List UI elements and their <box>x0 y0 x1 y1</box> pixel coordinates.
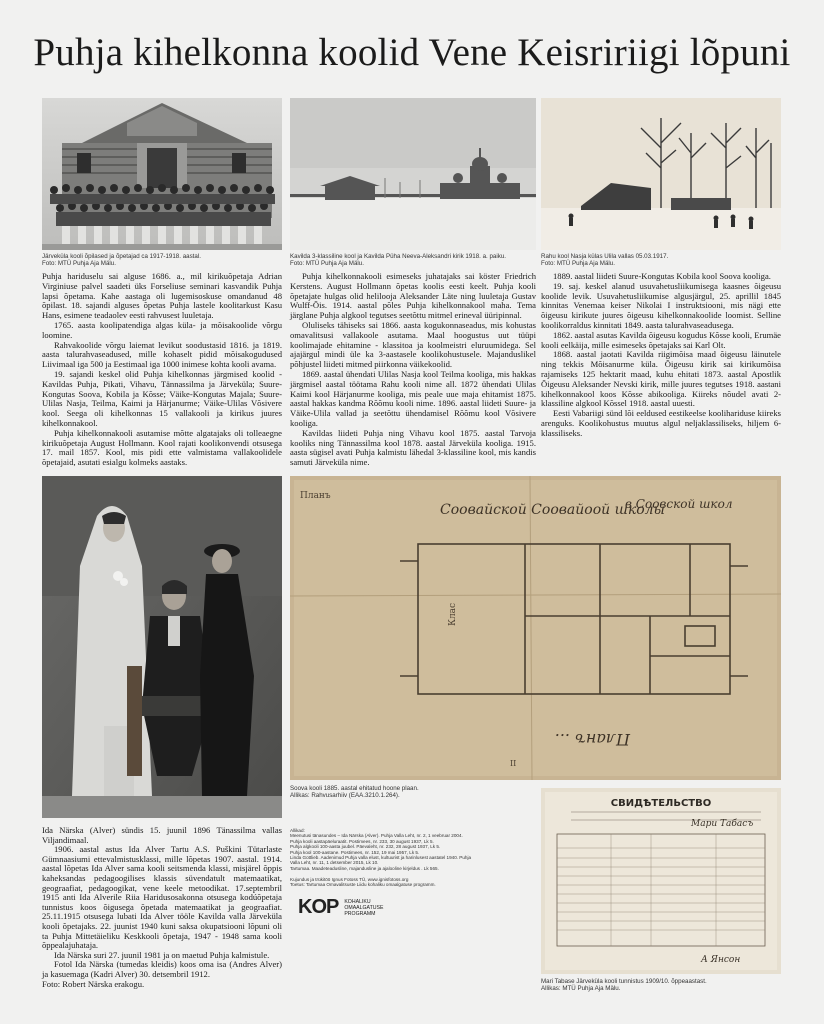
floor-plan-document <box>290 476 781 780</box>
certificate-heading: СВИДѢТЕЛЬСТВО <box>610 798 712 809</box>
kop-logo-text: KOHALIKU OMAALGATUSE PROGRAMM <box>344 898 384 917</box>
paragraph: 1868. aastal jaotati Kavilda riigimõisa maad õigeusu läinutele ning tekkis Mõisanurme küla. Õigeusu kirik sai kirikumõisa rajamiseks 125 hektarit maad, kuhu ehitati 1873. aastal Apostlik Õigeusu Aleksander Nevski kirik, mille juures tegutses 1918. aastani kihelkonnakool koos Kõsse abikooliga. Kiireks nõudel avati 2-klassiline algkool Kõssel 1918. aastal uuesti. <box>541 349 781 409</box>
photo-kavilda-caption: Kavilda 3-klassiline kool ja Kavilda Püha Neeva-Aleksandri kirik 1918. a. paiku. Foto: MTÜ Puhja Aja Mälu. <box>290 253 506 268</box>
floor-plan-caption: Soova kooli 1885. aastal ehitatud hoone plaan. Allikas: Rahvusarhiiv (EAA.3210.1.264). <box>290 785 419 800</box>
paragraph: Ida Närska suri 27. juunil 1981 ja on maetud Puhja kalmistule. <box>54 949 270 960</box>
plan-heading-mid: Соовайской Соовайоой школы <box>440 502 665 518</box>
photo-credit: Foto: Robert Närska erakogu. <box>42 978 145 989</box>
plan-bottom-text: Планъ ... <box>554 730 630 749</box>
paragraph: Oluliseks tähiseks sai 1866. aasta kogukonnaseadus, mis kohustas omavalitsusi vallakoole asutama. Maal hoogustus uut tüüpi koolimajade ehitamine - klassitoa ja koolmeistri eluruumidega. Sel ajajärgul mindi üle ka 3-aastasele koolikohustusele. Majanduslikel põhjustel liideti mitmed piirkonna väikekoolid. <box>290 319 536 370</box>
photo-rahu-caption: Rahu kool Nasja külas Ulila vallas 05.03.1917. Foto: MTÜ Puhja Aja Mälu. <box>541 253 669 268</box>
photo-ida-narska-family <box>42 476 282 818</box>
certificate-name: Мари Табасъ <box>691 819 754 829</box>
text-column-history <box>42 272 282 468</box>
paragraph: Ida Närska (Alver) sündis 15. juunil 1896 Tänassilma vallas Viljandimaal. <box>42 825 282 845</box>
photo-kavilda-church <box>290 98 536 250</box>
paragraph: Kavildas liideti Puhja ning Vihavu kool 1875. aastal Tarvoja kooliks ning Tännassilma kool 1878. aastal Järveküla kooliga. 1915. aasta sügisel avati Puhja kalmistu lähedal 3-klassiline kool, mis kandis samuti Järveküla nime. <box>290 427 536 468</box>
photo-school-group-caption: Järveküla kooli õpilased ja õpetajad ca 1917-1918. aastal. Foto: MTÜ Puhja Aja Mälu. <box>42 253 201 268</box>
paragraph: 1765. aasta koolipatendiga algas küla- ja mõisakoolide võrgu loomine. <box>42 319 282 340</box>
paragraph: Puhja kihelkonnakooli asutamise mõtte algatajaks oli tolleaegne kirikuõpetaja August Hollmann. Kool rajati koolikonvendi otsusega 17. mail 1857. Kool, mis pidi ette valmistama vallakoolidele õpetajaid, asutati esialgu kolmeks aastaks. <box>42 427 282 468</box>
certificate-caption: Mari Tabase Järveküla kooli tunnistus 1909/10. õppeaastast. Allikas: MTÜ Puhja Aja Mälu. <box>541 978 707 993</box>
paragraph: Fotol Ida Närska (tumedas kleidis) koos oma isa (Andres Alver) ja kasuemaga (Kadri Alver) 30. detsembril 1912. <box>42 959 282 979</box>
photo-rahu-school <box>541 98 781 250</box>
page-title: Puhja kihelkonna koolid Vene Keisririigi lõpuni <box>33 31 791 74</box>
photo-school-group <box>42 98 282 250</box>
text-column-parish-school <box>290 272 536 468</box>
plan-heading-left: Планъ <box>300 491 331 501</box>
kop-logo-mark: KOP <box>298 896 339 918</box>
paragraph: 1862. aastal asutas Kavilda õigeusu kogudus Kõsse kooli, Erumäe kooli eelkäija, mille esimeseks õpetajaks sai Karl Olt. <box>541 329 781 350</box>
school-certificate <box>541 788 781 974</box>
plan-heading-right: в Соовской школ <box>625 497 733 511</box>
paragraph: Rahvakoolide võrgu laiemat levikut soodustasid 1816. ja 1819. aasta talurahvaseadused, mille kohaselt pidid mõisakogudused Liivimaal iga 500 ja Eestimaal iga 1000 inimese kohta kooli avama. <box>42 339 282 370</box>
paragraph: Eesti Vabariigi sünd lõi eeldused eestikeelse koolihariduse kiireks arenguks. Koolikohustus muutus algul neljaklassiliseks, hiljem 6-klassiliseks. <box>541 408 781 438</box>
paragraph: 1906. aastal astus Ida Alver Tartu A.S. Puškini Tütarlaste Gümnaasiumi ettevalmistusklassi, mille lõpetas 1907. aastal. 1914. aastal lõpetas Ida Alver sama kooli seitsmenda klassi, misjärel õppis kaheksandas pedagoogilises klassis süvendatult matemaatikat, geograafiat, pedagoogikat, vene keele metoodikat. 17.septembril 1915 anti Ida Alverile Riia Haridusosakonna otsusega kodúõpetaja tunnistus koos õigusega õpetada matemaatikat ja geograafiat. 25.11.1915 otsusega lubati Ida Alver tööle Kavilda valla Järveküla kooli õpetajaks. 22. juunist 1940 kuni saksa okupatsiooni lõpuni oli ta Puhja Mittetäieliku Keskkooli õpetaja, 1947 - 1948 sama kooli õppealajuhataja. <box>42 844 282 951</box>
plan-room-label: Клас <box>448 602 458 626</box>
paragraph: Puhja kihelkonnakooli esimeseks juhatajaks sai köster Friedrich Kerstens. August Hollmann õpetas koolis eesti keelt. Puhja kooli õpetajate hulgas olid heliloojа Aleksander Läte ning luuletaja Gustav Wulff-Õis. 1914. aastal põles Puhja kihelkonnakool maha. Tema järglane Puhja algkool tegutses seetõttu mitmel erineval üüripinnal. <box>290 271 536 321</box>
paragraph: 19. saj. keskel alanud usuvahetusliikumisega kaasnes õigeusu koolide levik. Usuvahetusliikumise algusjärgul, 25. aprillil 1845 kinnitas Venemaa keiser Nikolai I instruktsiooni, mis nägi ette õigeusu kirikute juures õigeusu kihelkonnakoolide loomist. Selline koolikorraldus kinnitati 1849. aasta talurahvaseadusega. <box>541 280 781 330</box>
certificate-signature: А Янсон <box>701 955 741 965</box>
paragraph: 19. sajandi keskel olid Puhja kihelkonnas järgmised koolid - Kavildas Puhja, Pikati, Vihavu, Tännassilma ja Järveküla; Suure-Kongutas Soova, Kobila ja Kõsse; Väike-Kongutas Majala; Suure-Ulilas Nasja, Teilma, Kaimi ja Härjanurme; Väike-Ulilas Võsivere kool. Seega oli kihelkonnas 15 vallakooli ja kirikus juures kihelkonnakool. <box>42 368 282 428</box>
kop-logo <box>298 896 383 919</box>
text-column-orthodox-schools <box>541 272 781 439</box>
paragraph: Puhja hariduselu sai alguse 1686. a., mil kirikuõpetaja Adrian Virginiuse palvel saadeti üks Forseliuse seminari kasvandik Puhja lapsi õpetama. Kahe aastaga oli lugemisoskuse omandanud 48 õpilast. 18. sajandi alguses õpetas Puhja lastele koolitarkust Kasu Hans, esimene teadaolev eesti rahvusest luuletaja. <box>42 271 282 321</box>
paragraph: 1889. aastal liideti Suure-Kongutas Kobila kool Soova kooliga. <box>553 271 771 281</box>
paragraph: 1869. aastal ühendati Ulilas Nasja kool Teilma kooliga, mis hakkas järgmisel aastal töötama Rahu kooli nime all. 1872 ühendati Ulilas Kaimi kool Härjanurme kooliga, mis peale uue maja ehitamist 1875. aastal hakkas kandma Rõõmu kooli nime. 1896. aastal liideti Suure- ja Väike-Ulila vallad ja seetõttu ühendamisel Rõõmu kool Võsivere kooliga. <box>290 368 536 428</box>
sources-list: Allikad: Meenutusi tänasundes – Ida Närska (Alver). Puhja Valla Leht, nr. 2, 1 veebruar 2004. Puhja kooli aastapäeluraatit. Postimees, nr. 233, 30 august 1937, Lk 5. Puhja algkooli 100-aasta juubel. Päevaleht, nr. 232, 28 august 1937, Lk 5. Puhja kool 100-aastane. Postimees, nr. 152, 19 mai 1957, Lk 5. Linda Gottlieb. Aadenimud Puhja valla elust, kultuurist ja harinlusest aastatel 1940. Puhja Valla Leht, nr. 11, 1 detsember 2015, Lk 10. Tartumaa. Maadeteadusline, majandusline ja ajalooline kirjeldus . Lk 565. Kujundus ja trükitöö Ignus Fotoss TÜ, www.ignisfotoss.org Toetus: Tartumaa Omavalitsuste Liidu kohaliku omaalgatuse programm. <box>290 828 472 888</box>
text-column-ida-narska <box>42 826 282 989</box>
plan-number: II <box>510 759 517 768</box>
